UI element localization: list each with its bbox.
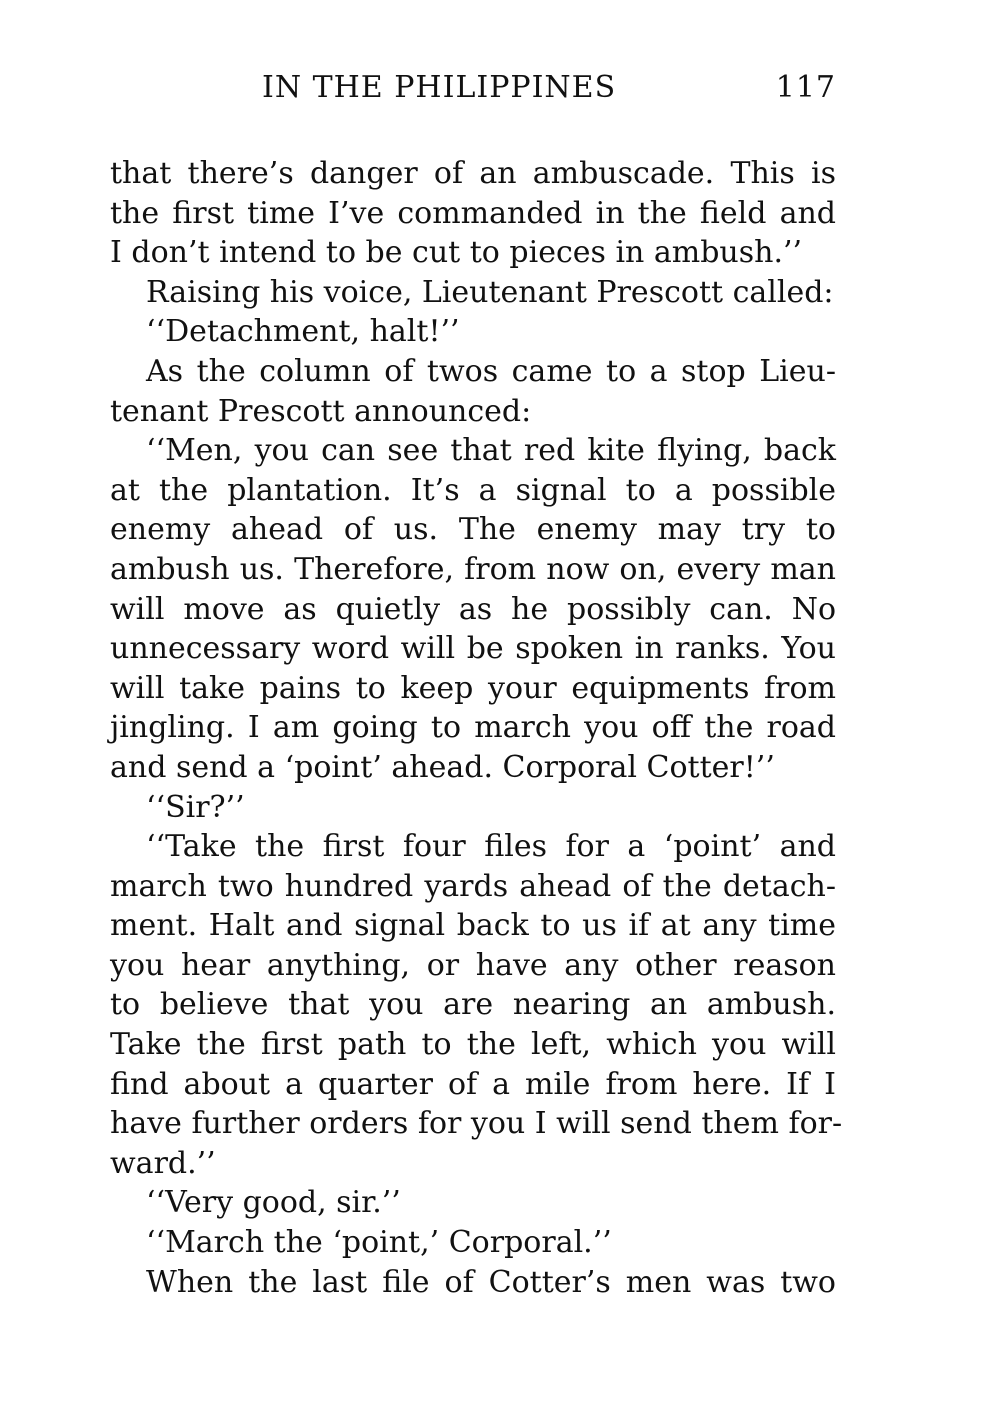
text-line: As the column of twos came to a stop Lieu- (146, 353, 836, 389)
body-text (110, 154, 843, 1302)
text-line: Take the first path to the left, which you will (110, 1027, 836, 1063)
text-line: to believe that you are nearing an ambush. (110, 987, 836, 1023)
text-line: will take pains to keep your equipments from (110, 670, 836, 706)
text-line: unnecessary word will be spoken in ranks. You (110, 631, 836, 667)
text-line: ‘‘Sir?’’ (146, 789, 245, 825)
text-line: When the last file of Cotter’s men was two (146, 1264, 836, 1300)
text-line: at the plantation. It’s a signal to a possible (110, 472, 836, 508)
text-line: ‘‘Detachment, halt!’’ (146, 314, 460, 350)
text-line: I don’t intend to be cut to pieces in ambush.’’ (110, 235, 803, 271)
text-line: ‘‘March the ‘point,’ Corporal.’’ (146, 1225, 612, 1261)
running-title: IN THE PHILIPPINES (262, 70, 617, 105)
text-line: ment. Halt and signal back to us if at any time (110, 908, 836, 944)
text-line: enemy ahead of us. The enemy may try to (110, 512, 836, 548)
text-line: have further orders for you I will send them for- (110, 1106, 843, 1142)
text-line: tenant Prescott announced: (110, 393, 532, 429)
page-number: 117 (775, 70, 836, 105)
text-line: and send a ‘point’ ahead. Corporal Cotter!’’ (110, 749, 775, 785)
text-line: will move as quietly as he possibly can. No (110, 591, 836, 627)
text-line: ward.’’ (110, 1145, 216, 1181)
text-line: the first time I’ve commanded in the field and (110, 195, 836, 231)
text-line: you hear anything, or have any other reason (110, 947, 836, 983)
text-line: ‘‘Very good, sir.’’ (146, 1185, 401, 1221)
text-line: jingling. I am going to march you off the road (110, 710, 836, 746)
text-line: find about a quarter of a mile from here. If I (110, 1066, 836, 1102)
text-line: ‘‘Men, you can see that red kite flying, back (146, 433, 836, 469)
text-line: that there’s danger of an ambuscade. This is (110, 156, 836, 191)
running-head (110, 70, 836, 114)
text-line: march two hundred yards ahead of the detach- (110, 868, 836, 904)
text-line: ‘‘Take the first four files for a ‘point’ and (146, 829, 836, 865)
text-line: Raising his voice, Lieutenant Prescott called: (146, 274, 834, 310)
text-line: ambush us. Therefore, from now on, every man (110, 551, 836, 587)
